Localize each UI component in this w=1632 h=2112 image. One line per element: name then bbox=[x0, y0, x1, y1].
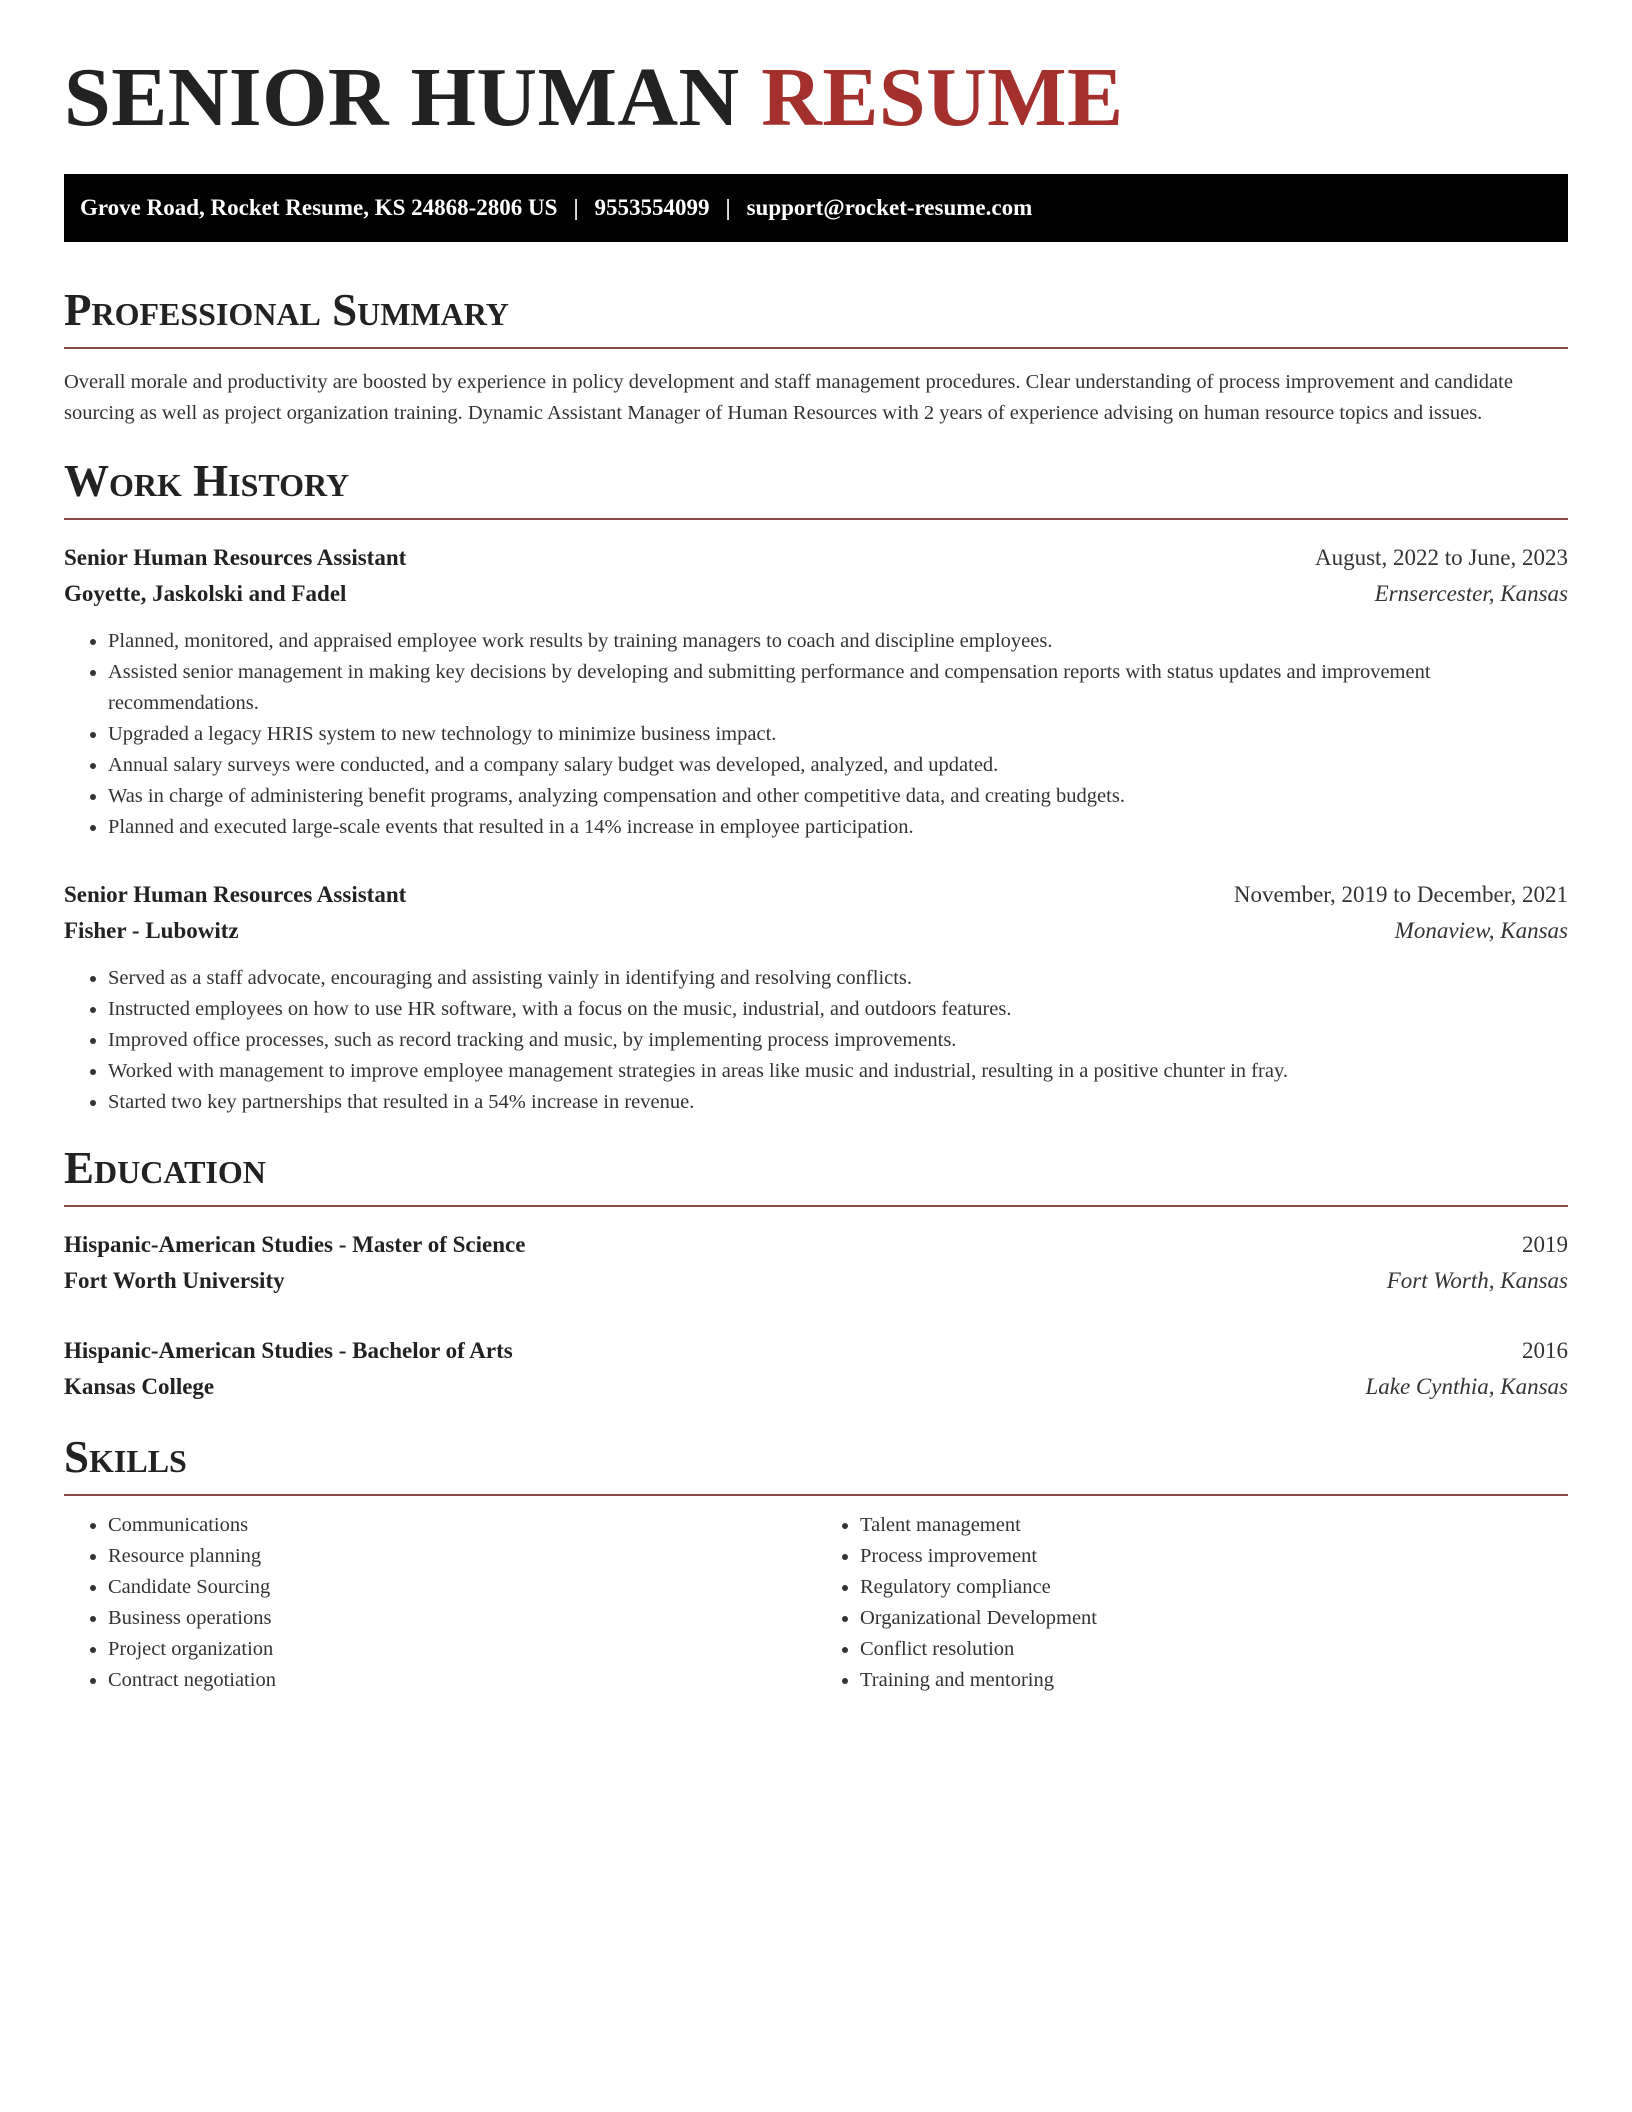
skill-item: • Training and mentoring bbox=[860, 1665, 1568, 1696]
job-dates: August, 2022 to June, 2023 bbox=[1315, 545, 1568, 570]
education-entry-header bbox=[64, 1227, 1568, 1263]
job-location: Monaview, Kansas bbox=[1394, 918, 1568, 943]
contact-bar bbox=[64, 174, 1568, 242]
work-history-section bbox=[64, 456, 1568, 1118]
list-item: • Planned and executed large-scale events that resulted in a 14% increase in employee participation. bbox=[108, 812, 1568, 843]
skill-item: • Contract negotiation bbox=[108, 1665, 816, 1696]
section-title-education: Education bbox=[64, 1146, 1568, 1207]
section-title-skills: Skills bbox=[64, 1435, 1568, 1496]
contact-separator: | bbox=[573, 195, 579, 220]
graduation-year: 2016 bbox=[1522, 1338, 1568, 1363]
education-entry-header bbox=[64, 1333, 1568, 1369]
list-item: • Was in charge of administering benefit programs, analyzing compensation and other competitive data, and creating budgets. bbox=[108, 781, 1568, 812]
education-entry bbox=[64, 1333, 1568, 1405]
job-dates: November, 2019 to December, 2021 bbox=[1233, 882, 1568, 907]
skill-item: • Regulatory compliance bbox=[860, 1572, 1568, 1603]
list-item: • Assisted senior management in making key decisions by developing and submitting performance and compensation reports with status updates and improvement recommendations. bbox=[108, 657, 1568, 719]
job-position: Senior Human Resources Assistant bbox=[64, 882, 407, 907]
graduation-year: 2019 bbox=[1522, 1232, 1568, 1257]
degree: Hispanic-American Studies - Master of Science bbox=[64, 1232, 526, 1257]
list-item: • Worked with management to improve employee management strategies in areas like music and industrial, resulting in a positive chunter in fray. bbox=[108, 1056, 1568, 1087]
work-entry bbox=[64, 877, 1568, 1118]
job-bullets bbox=[64, 626, 1568, 843]
list-item: • Annual salary surveys were conducted, and a company salary budget was developed, analyzed, and updated. bbox=[108, 750, 1568, 781]
skill-item: • Candidate Sourcing bbox=[108, 1572, 816, 1603]
work-entry-header bbox=[64, 540, 1568, 576]
job-bullets bbox=[64, 963, 1568, 1118]
skills-column-left bbox=[64, 1510, 816, 1696]
section-title-summary: Professional Summary bbox=[64, 288, 1568, 349]
work-entry-subheader bbox=[64, 576, 1568, 612]
contact-phone[interactable]: 9553554099 bbox=[594, 195, 710, 220]
list-item: • Started two key partnerships that resulted in a 54% increase in revenue. bbox=[108, 1087, 1568, 1118]
school: Fort Worth University bbox=[64, 1268, 285, 1293]
summary-section bbox=[64, 285, 1568, 429]
school-location: Lake Cynthia, Kansas bbox=[1365, 1374, 1568, 1399]
job-company: Goyette, Jaskolski and Fadel bbox=[64, 581, 347, 606]
contact-email[interactable]: support@rocket-resume.com bbox=[746, 195, 1033, 220]
school-location: Fort Worth, Kansas bbox=[1386, 1268, 1568, 1293]
degree: Hispanic-American Studies - Bachelor of Arts bbox=[64, 1338, 513, 1363]
education-entry-subheader bbox=[64, 1263, 1568, 1299]
work-entry-subheader bbox=[64, 913, 1568, 949]
skills-column-right bbox=[816, 1510, 1568, 1696]
contact-separator: | bbox=[725, 195, 731, 220]
list-item: • Improved office processes, such as record tracking and music, by implementing process improvements. bbox=[108, 1025, 1568, 1056]
job-location: Ernsercester, Kansas bbox=[1374, 581, 1568, 606]
list-item: • Upgraded a legacy HRIS system to new technology to minimize business impact. bbox=[108, 719, 1568, 750]
skill-item: • Communications bbox=[108, 1510, 816, 1541]
list-item: • Instructed employees on how to use HR software, with a focus on the music, industrial, and outdoors features. bbox=[108, 994, 1568, 1025]
list-item: • Served as a staff advocate, encouraging and assisting vainly in identifying and resolving conflicts. bbox=[108, 963, 1568, 994]
skill-item: • Business operations bbox=[108, 1603, 816, 1634]
skill-item: • Conflict resolution bbox=[860, 1634, 1568, 1665]
skills-grid bbox=[64, 1510, 1568, 1696]
summary-text: Overall morale and productivity are boosted by experience in policy development and staff management procedures. Clear understanding of process improvement and candidate sourcing as well as project organization training. Dynamic Assistant Manager of Human Resources with 2 years of experience advising on human resource topics and issues. bbox=[64, 371, 1513, 424]
title-accent: RESUME bbox=[761, 51, 1124, 144]
skill-item: • Talent management bbox=[860, 1510, 1568, 1541]
work-entry bbox=[64, 540, 1568, 843]
work-entry-header bbox=[64, 877, 1568, 913]
job-company: Fisher - Lubowitz bbox=[64, 918, 239, 943]
education-section bbox=[64, 1143, 1568, 1405]
contact-address: Grove Road, Rocket Resume, KS 24868-2806 US bbox=[80, 195, 558, 220]
list-item: • Planned, monitored, and appraised employee work results by training managers to coach and discipline employees. bbox=[108, 626, 1568, 657]
education-entry-subheader bbox=[64, 1369, 1568, 1405]
section-title-work: Work History bbox=[64, 459, 1568, 520]
education-entry bbox=[64, 1227, 1568, 1299]
skill-item: • Project organization bbox=[108, 1634, 816, 1665]
skill-item: • Organizational Development bbox=[860, 1603, 1568, 1634]
skill-item: • Resource planning bbox=[108, 1541, 816, 1572]
resume-title bbox=[64, 51, 1568, 144]
job-position: Senior Human Resources Assistant bbox=[64, 545, 407, 570]
title-main: SENIOR HUMAN bbox=[64, 51, 740, 144]
school: Kansas College bbox=[64, 1374, 215, 1399]
skill-item: • Process improvement bbox=[860, 1541, 1568, 1572]
skills-section bbox=[64, 1432, 1568, 1696]
